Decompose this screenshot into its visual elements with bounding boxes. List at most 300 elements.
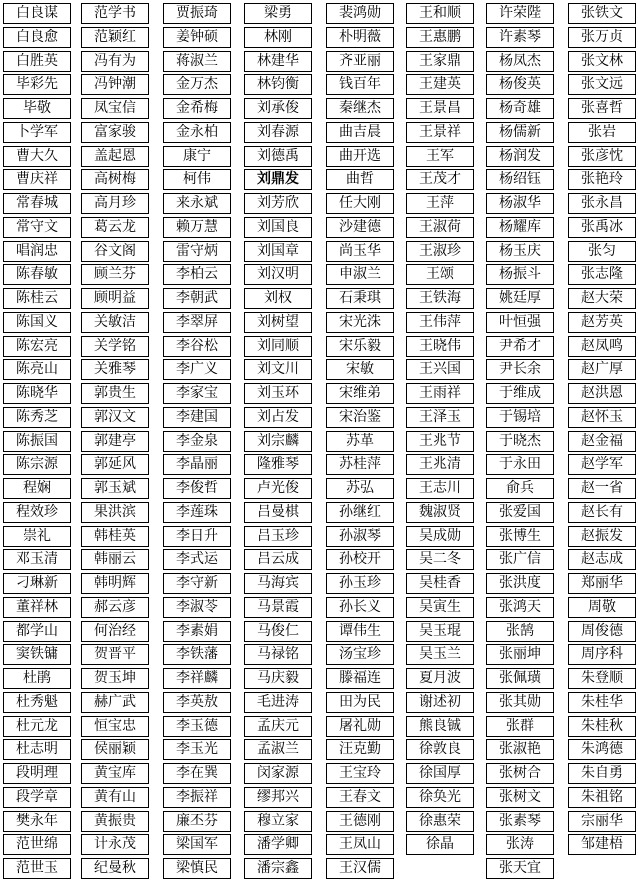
name-cell: 尹长余 <box>486 359 554 380</box>
name-cell: 计永茂 <box>81 834 149 855</box>
name-cell: 徐国厚 <box>406 763 474 784</box>
name-cell: 曲哲 <box>326 169 394 190</box>
name-cell: 张树文 <box>486 787 554 808</box>
name-cell: 徐惠荣 <box>406 811 474 832</box>
name-cell: 冯钟潮 <box>81 74 149 95</box>
name-cell: 崇礼 <box>3 526 71 547</box>
name-cell: 朱桂华 <box>568 692 636 713</box>
name-cell: 毕敬 <box>3 98 71 119</box>
name-cell: 王兆节 <box>406 431 474 452</box>
name-cell: 吴寅生 <box>406 597 474 618</box>
name-cell: 王和顺 <box>406 3 474 24</box>
name-cell: 盖起恩 <box>81 146 149 167</box>
name-cell: 赵长有 <box>568 502 636 523</box>
name-cell: 吴玉琨 <box>406 621 474 642</box>
name-cell: 任大刚 <box>326 193 394 214</box>
name-cell: 来永斌 <box>163 193 231 214</box>
name-cell: 陈春敏 <box>3 264 71 285</box>
name-cell: 陈宏亮 <box>3 336 71 357</box>
name-cell: 杨润发 <box>486 146 554 167</box>
name-cell: 王兴国 <box>406 359 474 380</box>
name-cell: 孙淑琴 <box>326 526 394 547</box>
name-cell: 康宁 <box>163 146 231 167</box>
name-cell: 陈桂云 <box>3 288 71 309</box>
name-cell: 杜志明 <box>3 739 71 760</box>
name-cell: 周敬 <box>568 597 636 618</box>
name-cell: 金万杰 <box>163 74 231 95</box>
name-cell: 白胜英 <box>3 51 71 72</box>
name-cell: 赵怀玉 <box>568 407 636 428</box>
name-cell: 范学书 <box>81 3 149 24</box>
name-cell: 刘鼎发 <box>244 169 312 190</box>
name-cell: 王凤山 <box>326 834 394 855</box>
name-cell: 穆立家 <box>244 811 312 832</box>
name-cell: 许素琴 <box>486 27 554 48</box>
name-cell: 王汉儒 <box>326 858 394 879</box>
name-cell: 陈国义 <box>3 312 71 333</box>
name-cell: 杨俊英 <box>486 74 554 95</box>
name-cell: 刘国章 <box>244 241 312 262</box>
name-cell: 张天宜 <box>486 858 554 879</box>
name-cell: 范世玉 <box>3 858 71 879</box>
name-cell: 申淑兰 <box>326 264 394 285</box>
name-cell: 王兆清 <box>406 454 474 475</box>
name-cell: 张佩璜 <box>486 668 554 689</box>
name-cell: 吴二冬 <box>406 549 474 570</box>
name-cell: 朱祖铭 <box>568 787 636 808</box>
name-cell: 姜钟硕 <box>163 27 231 48</box>
name-cell: 李在巽 <box>163 763 231 784</box>
name-cell: 张其勋 <box>486 692 554 713</box>
name-cell: 俞兵 <box>486 478 554 499</box>
name-cell: 苏桂萍 <box>326 454 394 475</box>
name-cell: 宗丽华 <box>568 811 636 832</box>
name-cell: 李俊哲 <box>163 478 231 499</box>
name-cell: 刘宗麟 <box>244 431 312 452</box>
name-cell: 徐敦良 <box>406 739 474 760</box>
name-cell: 林建华 <box>244 51 312 72</box>
name-cell: 葛云龙 <box>81 217 149 238</box>
name-cell: 王宝玲 <box>326 763 394 784</box>
name-cell: 屠礼勋 <box>326 716 394 737</box>
name-cell: 韩桂英 <box>81 526 149 547</box>
name-cell: 张志隆 <box>568 264 636 285</box>
name-cell: 王淑荷 <box>406 217 474 238</box>
name-cell: 杨耀库 <box>486 217 554 238</box>
name-cell: 吴桂香 <box>406 573 474 594</box>
name-cell: 李英敖 <box>163 692 231 713</box>
name-cell: 刘承俊 <box>244 98 312 119</box>
name-cell: 李朝武 <box>163 288 231 309</box>
name-cell: 孙长义 <box>326 597 394 618</box>
name-cell: 田为民 <box>326 692 394 713</box>
name-cell: 李铁藩 <box>163 644 231 665</box>
name-cell: 黄有山 <box>81 787 149 808</box>
name-cell: 刘同顺 <box>244 336 312 357</box>
name-cell: 高月珍 <box>81 193 149 214</box>
name-cell: 宋乐毅 <box>326 336 394 357</box>
name-cell: 张岩 <box>568 122 636 143</box>
name-column <box>81 3 149 882</box>
name-cell: 尚玉华 <box>326 241 394 262</box>
name-cell: 杜秀魁 <box>3 692 71 713</box>
name-cell: 朱桂秋 <box>568 716 636 737</box>
name-cell: 侯丽颖 <box>81 739 149 760</box>
name-cell: 杨儒新 <box>486 122 554 143</box>
name-cell: 于锡培 <box>486 407 554 428</box>
name-cell: 毕彩先 <box>3 74 71 95</box>
name-cell: 张博生 <box>486 526 554 547</box>
name-cell: 朴明薇 <box>326 27 394 48</box>
name-cell: 果洪滨 <box>81 502 149 523</box>
name-cell: 常守文 <box>3 217 71 238</box>
name-cell: 李家宝 <box>163 383 231 404</box>
name-cell: 张永昌 <box>568 193 636 214</box>
name-cell: 刘德禹 <box>244 146 312 167</box>
name-cell: 李柏云 <box>163 264 231 285</box>
name-cell: 李广义 <box>163 359 231 380</box>
name-cell: 蒋淑兰 <box>163 51 231 72</box>
name-cell: 金永柏 <box>163 122 231 143</box>
name-cell: 李金泉 <box>163 431 231 452</box>
name-cell: 王茂才 <box>406 169 474 190</box>
name-cell: 熊良铖 <box>406 716 474 737</box>
name-cell: 张树合 <box>486 763 554 784</box>
name-cell: 毛进涛 <box>244 692 312 713</box>
name-cell: 潘宗鑫 <box>244 858 312 879</box>
name-cell: 杨淑华 <box>486 193 554 214</box>
name-cell: 周俊德 <box>568 621 636 642</box>
name-column <box>3 3 71 882</box>
name-cell: 沙建德 <box>326 217 394 238</box>
name-cell: 于永田 <box>486 454 554 475</box>
name-cell: 王惠鹏 <box>406 27 474 48</box>
name-cell: 黄振贵 <box>81 811 149 832</box>
name-cell: 杨绍钰 <box>486 169 554 190</box>
name-cell: 张鹄 <box>486 621 554 642</box>
name-cell: 凤宝信 <box>81 98 149 119</box>
name-cell: 郭贵生 <box>81 383 149 404</box>
name-cell: 张文远 <box>568 74 636 95</box>
name-cell: 滕福连 <box>326 668 394 689</box>
name-cell: 李建国 <box>163 407 231 428</box>
name-cell: 常春城 <box>3 193 71 214</box>
name-cell: 汤宝珍 <box>326 644 394 665</box>
name-cell: 林钧衡 <box>244 74 312 95</box>
name-cell: 刘芳欣 <box>244 193 312 214</box>
name-cell: 杨玉庆 <box>486 241 554 262</box>
name-cell: 关敏洁 <box>81 312 149 333</box>
name-cell: 王志川 <box>406 478 474 499</box>
name-cell: 张爱国 <box>486 502 554 523</box>
name-cell: 杨振斗 <box>486 264 554 285</box>
name-cell: 邹建梧 <box>568 834 636 855</box>
name-cell: 纪曼秋 <box>81 858 149 879</box>
name-cell: 李玉德 <box>163 716 231 737</box>
name-cell: 曲吉晨 <box>326 122 394 143</box>
name-cell: 曲开选 <box>326 146 394 167</box>
name-cell: 夏月波 <box>406 668 474 689</box>
name-cell: 郝云彦 <box>81 597 149 618</box>
name-cell: 许荣陛 <box>486 3 554 24</box>
name-cell: 关雅琴 <box>81 359 149 380</box>
name-cell: 马俊仁 <box>244 621 312 642</box>
name-cell: 宋维弟 <box>326 383 394 404</box>
name-cell: 卢光俊 <box>244 478 312 499</box>
name-cell: 于晓杰 <box>486 431 554 452</box>
name-cell: 孙继红 <box>326 502 394 523</box>
name-cell: 王德刚 <box>326 811 394 832</box>
name-cell: 马禄铭 <box>244 644 312 665</box>
name-cell: 苏弘 <box>326 478 394 499</box>
name-cell: 李式运 <box>163 549 231 570</box>
name-cell: 赵学军 <box>568 454 636 475</box>
name-cell: 马景霞 <box>244 597 312 618</box>
name-cell: 赵金福 <box>568 431 636 452</box>
name-cell: 贾振琦 <box>163 3 231 24</box>
name-cell: 于维成 <box>486 383 554 404</box>
name-cell: 潘学卿 <box>244 834 312 855</box>
name-cell: 刘树望 <box>244 312 312 333</box>
name-cell: 宋光洙 <box>326 312 394 333</box>
name-cell: 郭汉文 <box>81 407 149 428</box>
name-cell: 王建英 <box>406 74 474 95</box>
name-cell: 关学铭 <box>81 336 149 357</box>
name-cell: 孟淑兰 <box>244 739 312 760</box>
name-cell: 韩丽云 <box>81 549 149 570</box>
name-cell: 刘汉明 <box>244 264 312 285</box>
name-cell: 曹大久 <box>3 146 71 167</box>
name-cell: 张鸿天 <box>486 597 554 618</box>
name-cell: 刘玉环 <box>244 383 312 404</box>
name-cell: 王雨祥 <box>406 383 474 404</box>
name-cell: 王景昌 <box>406 98 474 119</box>
name-cell: 程效珍 <box>3 502 71 523</box>
name-cell: 赵广厚 <box>568 359 636 380</box>
name-cell: 汪克勤 <box>326 739 394 760</box>
name-cell: 马庆毅 <box>244 668 312 689</box>
name-column <box>406 3 474 858</box>
name-cell: 赵一省 <box>568 478 636 499</box>
name-cell: 吕云成 <box>244 549 312 570</box>
name-cell: 张匀 <box>568 241 636 262</box>
name-cell: 杨凤杰 <box>486 51 554 72</box>
name-column <box>326 3 394 882</box>
name-cell: 李振祥 <box>163 787 231 808</box>
name-cell: 杜元龙 <box>3 716 71 737</box>
name-cell: 王家鼎 <box>406 51 474 72</box>
name-cell: 曹庆祥 <box>3 169 71 190</box>
name-cell: 张素琴 <box>486 811 554 832</box>
name-cell: 恒宝忠 <box>81 716 149 737</box>
name-cell: 吴成勋 <box>406 526 474 547</box>
name-cell: 张铁文 <box>568 3 636 24</box>
name-cell: 李翠屏 <box>163 312 231 333</box>
name-cell: 段学章 <box>3 787 71 808</box>
name-cell: 王景祥 <box>406 122 474 143</box>
name-cell: 刘春源 <box>244 122 312 143</box>
name-cell: 程娴 <box>3 478 71 499</box>
name-cell: 苏革 <box>326 431 394 452</box>
name-cell: 缪邦兴 <box>244 787 312 808</box>
name-cell: 魏淑贤 <box>406 502 474 523</box>
name-cell: 王萍 <box>406 193 474 214</box>
name-cell: 李晶丽 <box>163 454 231 475</box>
name-cell: 张群 <box>486 716 554 737</box>
name-cell: 李谷松 <box>163 336 231 357</box>
name-cell: 徐晶 <box>406 834 474 855</box>
name-cell: 顾明益 <box>81 288 149 309</box>
name-cell: 顾兰芬 <box>81 264 149 285</box>
name-cell: 张淑艳 <box>486 739 554 760</box>
name-cell: 郭玉斌 <box>81 478 149 499</box>
name-column <box>163 3 231 882</box>
name-cell: 王伟萍 <box>406 312 474 333</box>
name-cell: 刁琳新 <box>3 573 71 594</box>
name-cell: 王泽玉 <box>406 407 474 428</box>
name-cell: 林刚 <box>244 27 312 48</box>
name-cell: 李莲珠 <box>163 502 231 523</box>
name-cell: 梁国军 <box>163 834 231 855</box>
name-cell: 王晓伟 <box>406 336 474 357</box>
name-cell: 范颖红 <box>81 27 149 48</box>
name-cell: 裴鸿勋 <box>326 3 394 24</box>
name-cell: 窦铁镛 <box>3 644 71 665</box>
name-cell: 张彦忱 <box>568 146 636 167</box>
name-cell: 孙校开 <box>326 549 394 570</box>
name-cell: 杜鹃 <box>3 668 71 689</box>
name-cell: 钱百年 <box>326 74 394 95</box>
name-cell: 张涛 <box>486 834 554 855</box>
name-cell: 刘文川 <box>244 359 312 380</box>
name-cell: 姚廷厚 <box>486 288 554 309</box>
name-cell: 齐亚丽 <box>326 51 394 72</box>
name-cell: 陈晓华 <box>3 383 71 404</box>
name-cell: 王颂 <box>406 264 474 285</box>
name-cell: 吕曼棋 <box>244 502 312 523</box>
name-cell: 高树梅 <box>81 169 149 190</box>
name-cell: 孙玉珍 <box>326 573 394 594</box>
name-cell: 王军 <box>406 146 474 167</box>
name-cell: 邓玉清 <box>3 549 71 570</box>
name-cell: 赫广武 <box>81 692 149 713</box>
name-cell: 李淑苓 <box>163 597 231 618</box>
name-cell: 刘国良 <box>244 217 312 238</box>
name-cell: 刘权 <box>244 288 312 309</box>
name-cell: 赵振发 <box>568 526 636 547</box>
name-cell: 张丽坤 <box>486 644 554 665</box>
name-column <box>244 3 312 882</box>
name-cell: 张文林 <box>568 51 636 72</box>
name-cell: 李日升 <box>163 526 231 547</box>
name-cell: 秦继杰 <box>326 98 394 119</box>
name-cell: 吴玉兰 <box>406 644 474 665</box>
name-cell: 周序科 <box>568 644 636 665</box>
name-cell: 雷守炳 <box>163 241 231 262</box>
name-cell: 朱登顺 <box>568 668 636 689</box>
name-cell: 黄宝库 <box>81 763 149 784</box>
name-cell: 赵洪恩 <box>568 383 636 404</box>
name-cell: 闵家源 <box>244 763 312 784</box>
name-cell: 李祥麟 <box>163 668 231 689</box>
name-cell: 陈宗源 <box>3 454 71 475</box>
name-cell: 张万贞 <box>568 27 636 48</box>
name-cell: 白良谋 <box>3 3 71 24</box>
name-cell: 韩明辉 <box>81 573 149 594</box>
name-cell: 宋敏 <box>326 359 394 380</box>
name-cell: 赵凤鸣 <box>568 336 636 357</box>
name-cell: 郭延风 <box>81 454 149 475</box>
name-cell: 张艳玲 <box>568 169 636 190</box>
name-cell: 谭伟生 <box>326 621 394 642</box>
name-cell: 宋治鉴 <box>326 407 394 428</box>
name-cell: 杨奇雄 <box>486 98 554 119</box>
name-cell: 吕玉珍 <box>244 526 312 547</box>
name-cell: 赵志成 <box>568 549 636 570</box>
name-cell: 赖万慧 <box>163 217 231 238</box>
name-cell: 冯有为 <box>81 51 149 72</box>
name-cell: 唱润忠 <box>3 241 71 262</box>
name-cell: 白良愈 <box>3 27 71 48</box>
name-cell: 张禹冰 <box>568 217 636 238</box>
name-column <box>486 3 554 882</box>
name-cell: 王春文 <box>326 787 394 808</box>
name-cell: 李素娟 <box>163 621 231 642</box>
name-cell: 张喜哲 <box>568 98 636 119</box>
name-cell: 张洪度 <box>486 573 554 594</box>
name-cell: 金希梅 <box>163 98 231 119</box>
name-cell: 赵芳英 <box>568 312 636 333</box>
name-cell: 陈亮山 <box>3 359 71 380</box>
name-cell: 徐奂光 <box>406 787 474 808</box>
name-cell: 董祥林 <box>3 597 71 618</box>
name-cell: 段明理 <box>3 763 71 784</box>
name-cell: 赵大荣 <box>568 288 636 309</box>
name-cell: 石秉琪 <box>326 288 394 309</box>
name-cell: 马海宾 <box>244 573 312 594</box>
name-cell: 贺晋平 <box>81 644 149 665</box>
name-cell: 刘占发 <box>244 407 312 428</box>
name-cell: 陈秀芝 <box>3 407 71 428</box>
name-cell: 郑丽华 <box>568 573 636 594</box>
name-cell: 梁慎民 <box>163 858 231 879</box>
name-cell: 贺玉坤 <box>81 668 149 689</box>
name-cell: 都学山 <box>3 621 71 642</box>
name-cell: 谷文阁 <box>81 241 149 262</box>
name-cell: 谢述初 <box>406 692 474 713</box>
name-cell: 王铁海 <box>406 288 474 309</box>
name-column <box>568 3 636 858</box>
name-cell: 何治经 <box>81 621 149 642</box>
name-cell: 隆雅琴 <box>244 454 312 475</box>
name-cell: 富家骏 <box>81 122 149 143</box>
name-cell: 范世绵 <box>3 834 71 855</box>
name-cell: 樊永年 <box>3 811 71 832</box>
name-cell: 叶恒强 <box>486 312 554 333</box>
name-cell: 陈振国 <box>3 431 71 452</box>
name-cell: 李守新 <box>163 573 231 594</box>
name-cell: 李玉光 <box>163 739 231 760</box>
name-cell: 柯伟 <box>163 169 231 190</box>
name-cell: 朱自勇 <box>568 763 636 784</box>
name-cell: 郭建亭 <box>81 431 149 452</box>
name-cell: 张广信 <box>486 549 554 570</box>
name-cell: 王淑珍 <box>406 241 474 262</box>
name-cell: 尹希才 <box>486 336 554 357</box>
name-cell: 卜学军 <box>3 122 71 143</box>
name-cell: 朱鸿德 <box>568 739 636 760</box>
name-cell: 廉丕芬 <box>163 811 231 832</box>
